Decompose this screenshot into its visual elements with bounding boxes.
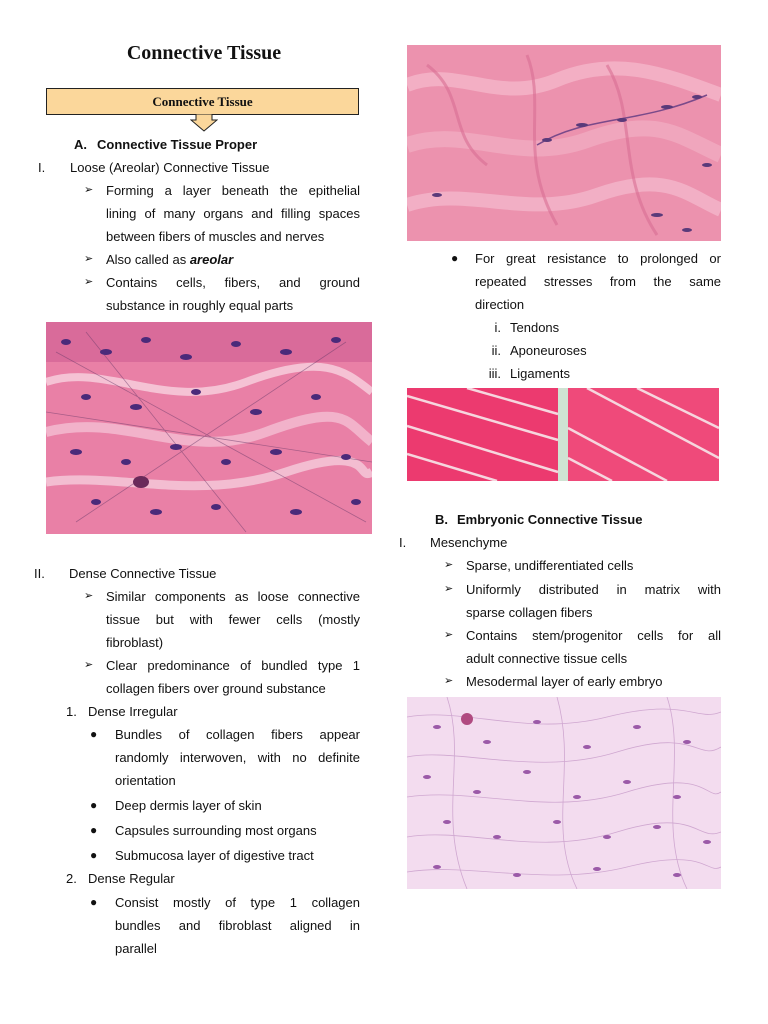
bullet-icon: ● <box>90 727 98 741</box>
section-b-heading: Embryonic Connective Tissue <box>457 512 643 527</box>
arrow-bullet-icon: ➢ <box>84 184 94 196</box>
mesenchyme-point-3: Contains stem/progenitor cells for all adult connective tissue cells <box>466 628 721 666</box>
example-item: ii. Aponeuroses <box>491 343 587 358</box>
mesenchyme-point-2: Uniformly distributed in matrix with sparse collagen fibers <box>466 582 721 620</box>
arrow-bullet-icon: ➢ <box>84 659 94 671</box>
dense-point-1: Similar components as loose connective tissue but with fewer cells (mostly fibroblast) <box>106 589 360 650</box>
dense-title: Dense Connective Tissue <box>69 566 217 581</box>
mesenchyme-point-1: Sparse, undifferentiated cells <box>466 558 634 573</box>
irregular-title: Dense Irregular <box>88 704 178 719</box>
connective-tissue-label-box: Connective Tissue <box>46 88 359 115</box>
regular-number: 2. <box>66 871 77 886</box>
dense-regular-purpose: For great resistance to prolonged or repeated stresses from the same direction <box>475 251 721 312</box>
bullet-icon: ● <box>90 798 98 812</box>
bullet-icon: ● <box>451 251 459 265</box>
mesenchyme-number: I. <box>399 535 407 550</box>
arrow-bullet-icon: ➢ <box>84 276 94 288</box>
loose-point-2: Also called as areolar <box>106 252 234 267</box>
arrow-bullet-icon: ➢ <box>444 583 454 595</box>
section-b-letter: B. <box>435 512 448 527</box>
tendon-tissue-image <box>407 388 719 481</box>
regular-title: Dense Regular <box>88 871 175 886</box>
page-title: Connective Tissue <box>126 42 282 64</box>
irregular-point-4: Submucosa layer of digestive tract <box>115 848 314 863</box>
box-down-arrow-icon <box>190 114 218 132</box>
irregular-number: 1. <box>66 704 77 719</box>
arrow-bullet-icon: ➢ <box>444 675 454 687</box>
dense-number: II. <box>34 566 45 581</box>
loose-point-1: Forming a layer beneath the epithelial lining of many organs and filling spaces between fibers of muscles and nerves <box>106 183 360 244</box>
dense-irregular-tissue-image <box>407 45 721 241</box>
bullet-icon: ● <box>90 895 98 909</box>
dense-regular-examples <box>470 316 720 385</box>
arrow-bullet-icon: ➢ <box>84 590 94 602</box>
section-a-heading: Connective Tissue Proper <box>97 137 258 152</box>
dense-point-2: Clear predominance of bundled type 1 collagen fibers over ground substance <box>106 658 360 696</box>
loose-title: Loose (Areolar) Connective Tissue <box>70 160 270 175</box>
irregular-point-2: Deep dermis layer of skin <box>115 798 262 813</box>
irregular-point-3: Capsules surrounding most organs <box>115 823 317 838</box>
loose-point-3: Contains cells, fibers, and ground substance in roughly equal parts <box>106 275 360 313</box>
example-item: iii. Ligaments <box>488 366 570 381</box>
arrow-bullet-icon: ➢ <box>444 629 454 641</box>
regular-point-1: Consist mostly of type 1 collagen bundles and fibroblast aligned in parallel <box>115 895 360 956</box>
section-a-letter: A. <box>74 137 87 152</box>
mesenchyme-tissue-image <box>407 697 721 889</box>
areolar-emphasis: areolar <box>189 252 234 267</box>
example-item: i. Tendons <box>494 320 560 335</box>
mesenchyme-title: Mesenchyme <box>430 535 508 550</box>
mesenchyme-point-4: Mesodermal layer of early embryo <box>466 674 663 689</box>
bullet-icon: ● <box>90 823 98 837</box>
loose-number: I. <box>38 160 46 175</box>
bullet-icon: ● <box>90 848 98 862</box>
loose-areolar-tissue-image <box>46 322 372 534</box>
arrow-bullet-icon: ➢ <box>444 559 454 571</box>
arrow-bullet-icon: ➢ <box>84 253 94 265</box>
irregular-point-1: Bundles of collagen fibers appear randomly interwoven, with no definite orientation <box>115 727 360 788</box>
